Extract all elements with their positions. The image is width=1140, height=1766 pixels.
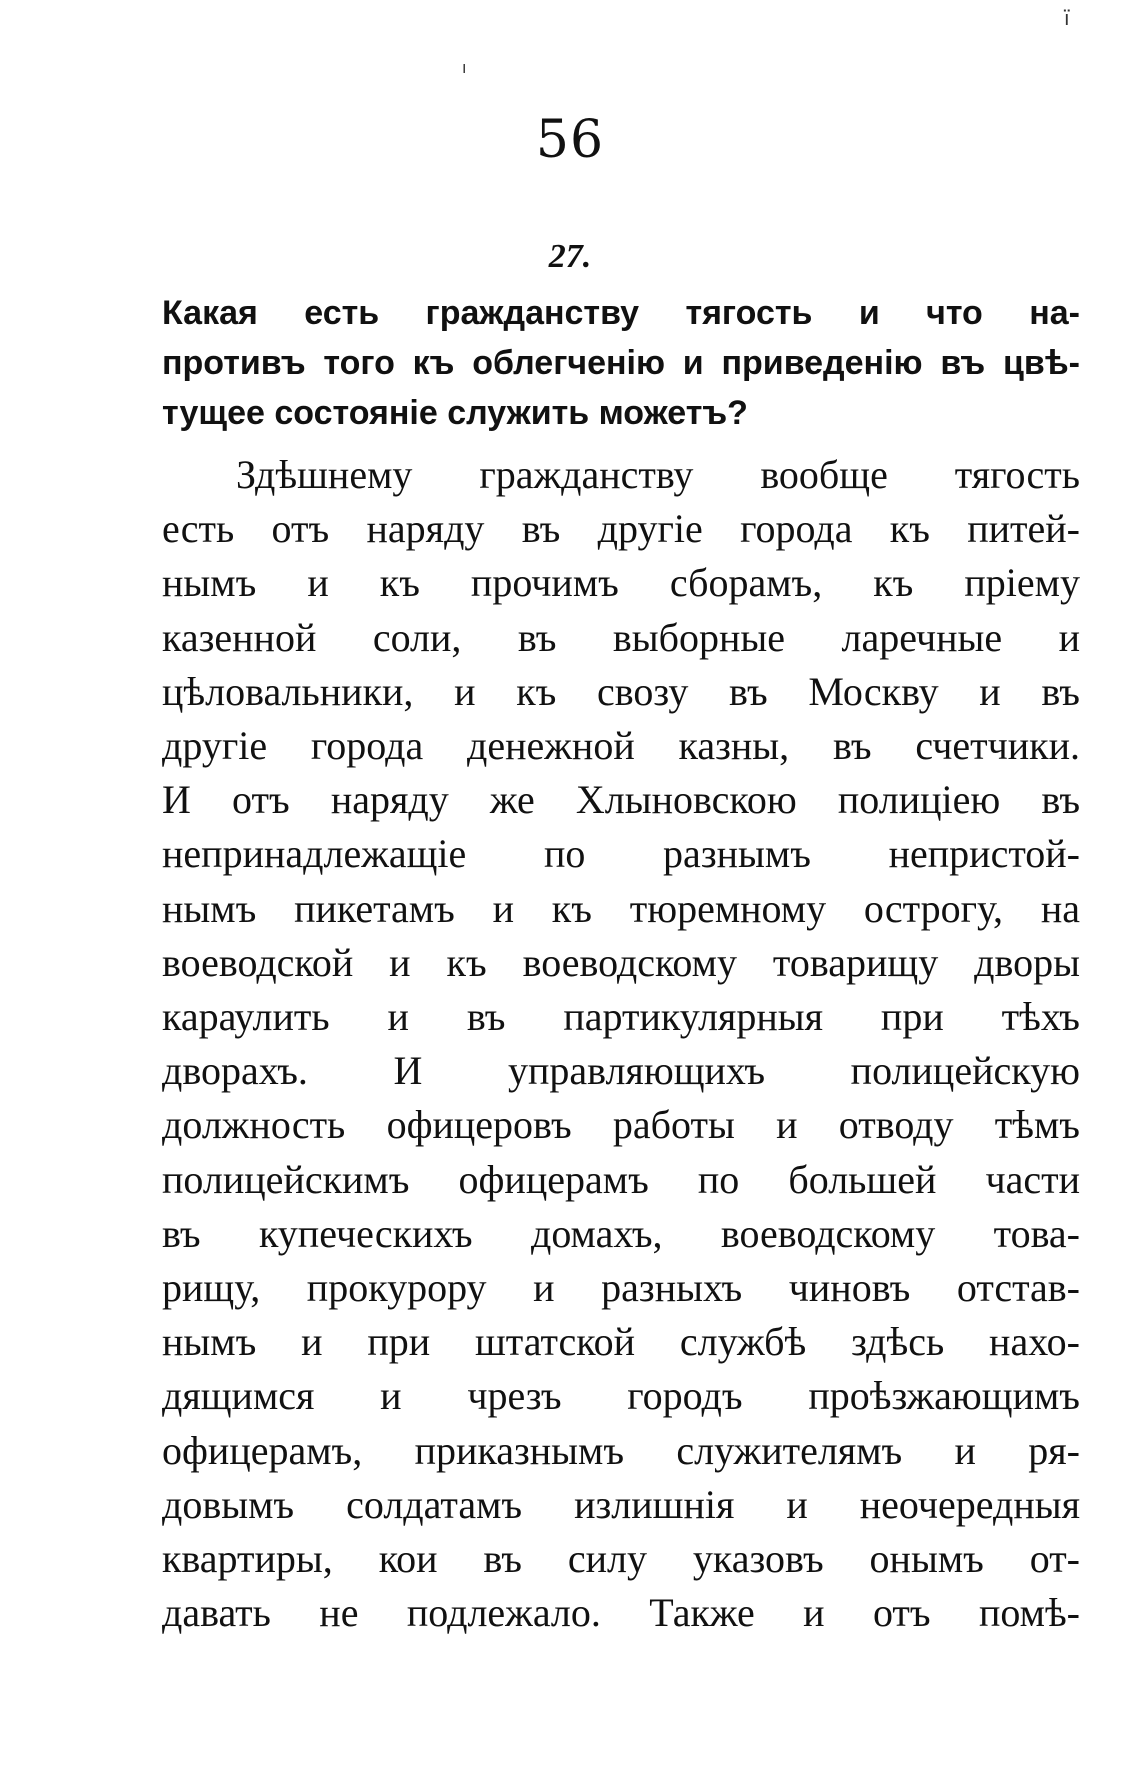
answer-line: дящимся и чрезъ городъ проѣзжающимъ — [162, 1373, 1080, 1419]
answer-line: дворахъ. И управляющихъ полицейскую — [162, 1048, 1080, 1094]
answer-line: непринадлежащіе по разнымъ непристой- — [162, 831, 1080, 877]
answer-line: казенной соли, въ выборные ларечные и — [162, 614, 1080, 660]
answer-line: есть отъ наряду въ другіе города къ питей- — [162, 506, 1080, 552]
answer-line: нымъ и при штатской службѣ здѣсь нахо- — [162, 1319, 1080, 1365]
answer-line: давать не подлежало. Также и отъ помѣ- — [162, 1590, 1080, 1636]
answer-line: И отъ наряду же Хлыновскою полиціею въ — [162, 777, 1080, 823]
page-number: 56 — [535, 110, 605, 170]
answer-line: нымъ и къ прочимъ сборамъ, къ пріему — [162, 560, 1080, 606]
answer-line: въ купеческихъ домахъ, воеводскому това- — [162, 1210, 1080, 1256]
question-paragraph — [162, 288, 1080, 438]
answer-line: полицейскимъ офицерамъ по большей части — [162, 1156, 1080, 1202]
answer-line: Здѣшнему гражданству вообще тягость — [236, 452, 1080, 497]
stray-mark-top-right: ї — [1064, 6, 1070, 30]
answer-line: другіе города денежной казны, въ счетчики. — [162, 723, 1080, 769]
question-line: тущее состояніе служить можетъ? — [162, 394, 748, 432]
answer-line: цѣловальники, и къ свозу въ Москву и въ — [162, 668, 1080, 714]
answer-line: должность офицеровъ работы и отводу тѣмъ — [162, 1102, 1080, 1148]
question-line: противъ того къ облегченію и приведенію въ цвѣ- — [162, 344, 1080, 382]
answer-line: довымъ солдатамъ излишнія и неочередныя — [162, 1481, 1080, 1527]
answer-line: квартиры, кои въ силу указовъ онымъ от- — [162, 1536, 1080, 1582]
answer-line: рищу, прокурору и разныхъ чиновъ отстав- — [162, 1265, 1080, 1311]
stray-mark-top-left: ı — [462, 58, 467, 77]
answer-line: офицерамъ, приказнымъ служителямъ и ря- — [162, 1427, 1080, 1473]
question-line: Какая есть гражданству тягость и что на- — [162, 294, 1080, 332]
answer-paragraph — [162, 448, 1080, 1640]
answer-line: караулить и въ партикулярныя при тѣхъ — [162, 994, 1080, 1040]
answer-line: воеводской и къ воеводскому товарищу дворы — [162, 939, 1080, 985]
answer-line: нымъ пикетамъ и къ тюремному острогу, на — [162, 885, 1080, 931]
section-number: 27. — [548, 238, 592, 275]
